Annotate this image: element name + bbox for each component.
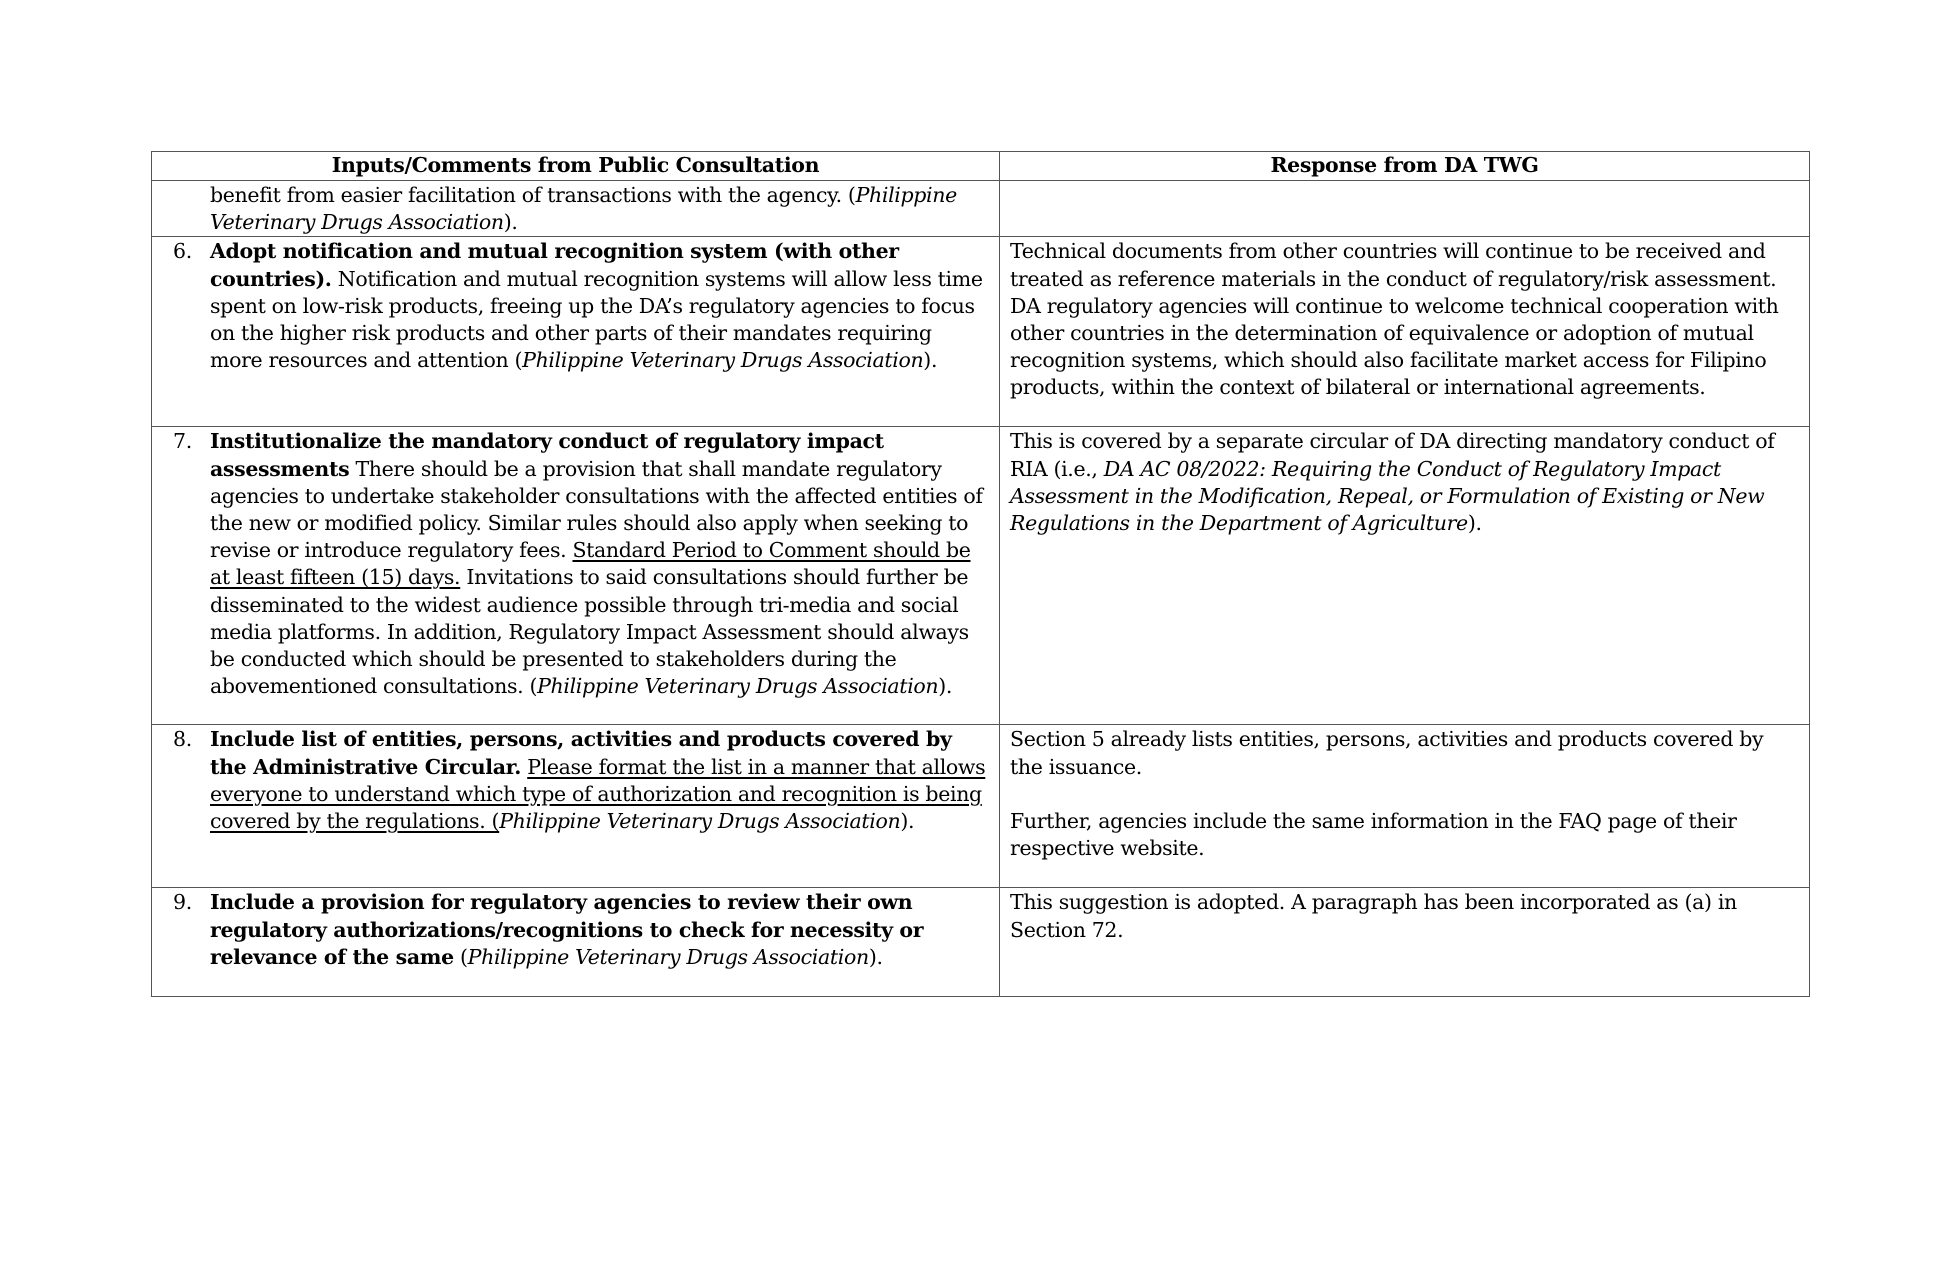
response-paragraph-2: Further, agencies include the same information in the FAQ page of their respective website. bbox=[1010, 808, 1737, 861]
response-cell bbox=[1000, 237, 1810, 427]
comment-source: Philippine Veterinary Drugs Association bbox=[499, 809, 901, 834]
response-paragraph-1: Section 5 already lists entities, persons, activities and products covered by the issuance. bbox=[1010, 727, 1764, 779]
item-number: 7. bbox=[173, 429, 192, 454]
response-text: Technical documents from other countries will continue to be received and treated as reference materials in the conduct of regulatory/risk assessment. DA regulatory agencies will continue to welcome technical cooperation with other countries in the determination of equivalence or adoption of mutual recognition systems, which should also facilitate market access for Filipino products, within the context of bilateral or international agreements. bbox=[1010, 239, 1779, 400]
comment-underlined: Standard Period to Comment should be at least fifteen (15) days. bbox=[210, 538, 971, 590]
comment-text: benefit from easier facilitation of transactions with the agency. ( bbox=[210, 183, 856, 207]
header-inputs-comments: Inputs/Comments from Public Consultation bbox=[152, 152, 1000, 181]
comment-cell bbox=[152, 237, 1000, 427]
table-row bbox=[152, 181, 1810, 237]
comment-end: ). bbox=[900, 809, 915, 834]
comment-source: Philippine Veterinary Drugs Association bbox=[537, 674, 939, 699]
response-text: This is covered by a separate circular of DA directing mandatory conduct of RIA (i.e., bbox=[1010, 429, 1775, 481]
response-cell bbox=[1000, 427, 1810, 725]
header-response: Response from DA TWG bbox=[1000, 152, 1810, 181]
response-cell bbox=[1000, 181, 1810, 237]
comment-cell bbox=[152, 181, 1000, 237]
table-row bbox=[152, 888, 1810, 997]
comment-body-2: Invitations to said consultations should further be disseminated to the widest audience possible through tri-media and social media platforms. In addition, Regulatory Impact Assessment should always be conducted which should be presented to stakeholders during the abovementioned consultations. ( bbox=[210, 565, 969, 699]
comment-cell bbox=[152, 427, 1000, 725]
table-row bbox=[152, 427, 1810, 725]
comment-underlined: Please format the list in a manner that allows everyone to understand which type of authorization and recognition is being covered by the regulations. ( bbox=[210, 754, 986, 834]
item-number: 6. bbox=[173, 239, 192, 264]
comment-title: Include list of entities, persons, activities and products covered by the Administrative Circular. bbox=[210, 727, 952, 779]
response-end: ). bbox=[1467, 511, 1482, 536]
response-cell bbox=[1000, 725, 1810, 888]
comment-end: ). bbox=[868, 944, 883, 969]
response-text bbox=[1000, 181, 1809, 182]
response-italic-reference: DA AC 08/2022: Requiring the Conduct of Regulatory Impact Assessment in the Modification, Repeal, or Formulation of Existing or New Regulations in the Department of Agriculture bbox=[1010, 456, 1765, 536]
item-number: 8. bbox=[173, 727, 192, 752]
comment-body: There should be a provision that shall mandate regulatory agencies to undertake stakeholder consultations with the affected entities of the new or modified policy. Similar rules should also apply when seeking to revise or introduce regulatory fees. bbox=[210, 456, 983, 563]
response-text: This suggestion is adopted. A paragraph has been incorporated as (a) in Section 72. bbox=[1010, 890, 1737, 942]
comment-end: ). bbox=[503, 210, 518, 235]
comment-title: Institutionalize the mandatory conduct of regulatory impact assessments bbox=[210, 429, 884, 481]
comment-body: Notification and mutual recognition systems will allow less time spent on low-risk products, freeing up the DA’s regulatory agencies to focus on the higher risk products and other parts of their mandates requiring more resources and attention ( bbox=[210, 266, 983, 373]
comment-cell bbox=[152, 725, 1000, 888]
table-row bbox=[152, 725, 1810, 888]
consultation-matrix-table bbox=[151, 151, 1810, 997]
comment-title: Include a provision for regulatory agencies to review their own regulatory authorizations/recognitions to check for necessity or relevance of the same bbox=[210, 890, 924, 969]
comment-source: Philippine Veterinary Drugs Association bbox=[522, 348, 924, 373]
comment-body: ( bbox=[453, 944, 468, 969]
item-number: 9. bbox=[173, 890, 192, 915]
comment-cell bbox=[152, 888, 1000, 997]
table-header-row bbox=[152, 152, 1810, 181]
comment-end: ). bbox=[923, 348, 938, 373]
comment-end: ). bbox=[938, 674, 953, 699]
table-row bbox=[152, 237, 1810, 427]
comment-title: Adopt notification and mutual recognition system (with other countries). bbox=[210, 239, 899, 291]
comment-source: Philippine Veterinary Drugs Association bbox=[467, 944, 869, 969]
response-cell bbox=[1000, 888, 1810, 997]
comment-source: Philippine Veterinary Drugs Association bbox=[210, 183, 957, 235]
